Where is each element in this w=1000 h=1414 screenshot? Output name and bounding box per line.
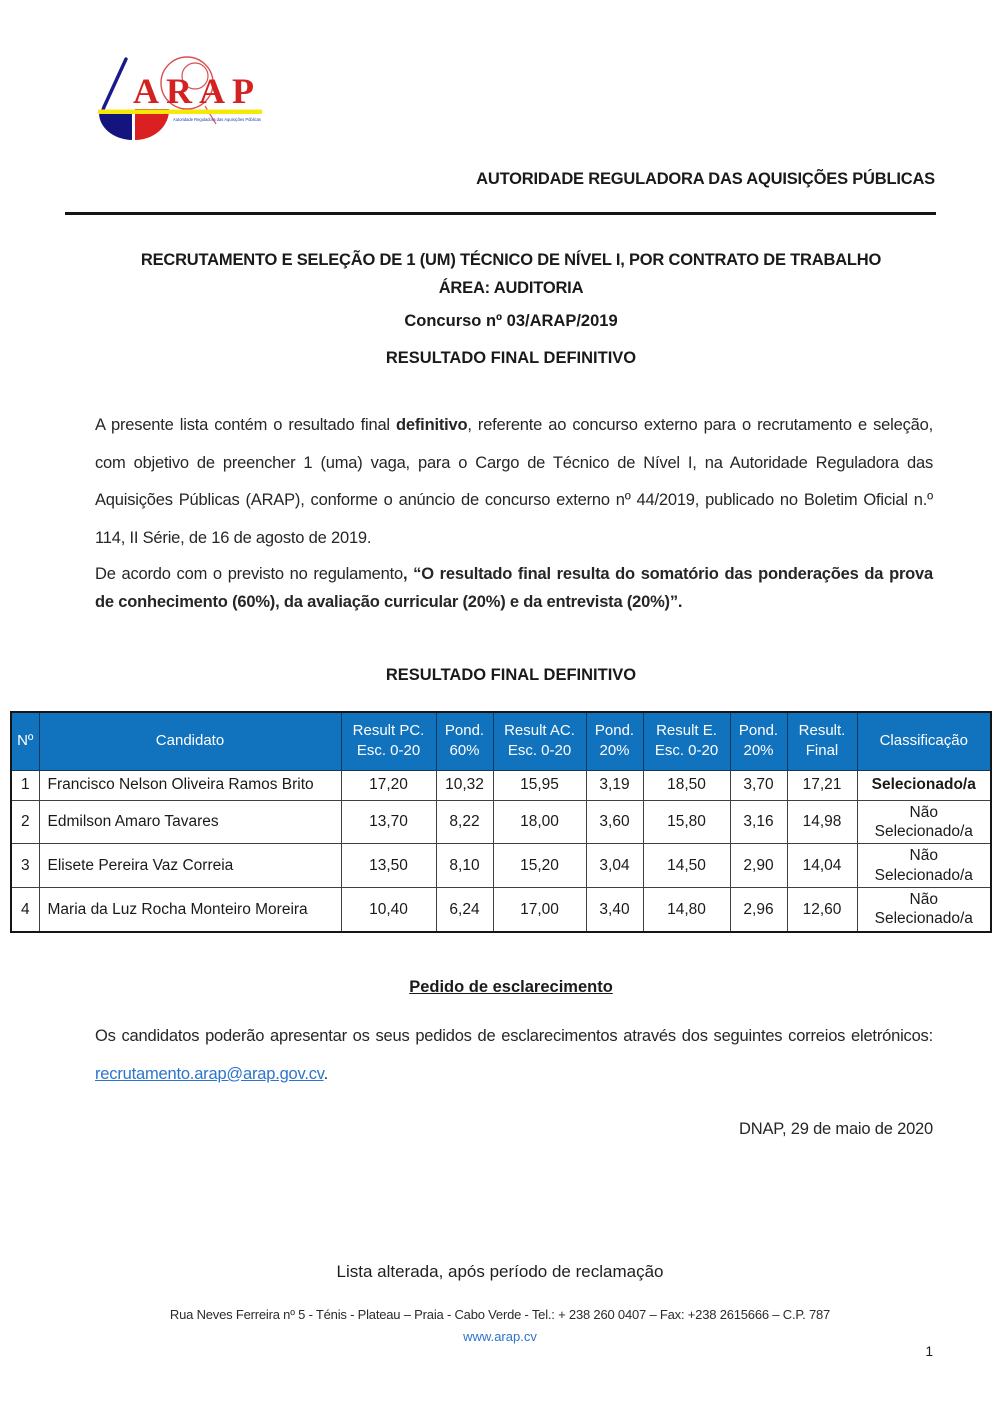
score-pond20a: 3,60 [586, 800, 643, 844]
score-pc: 13,50 [341, 844, 436, 888]
intro-text-bold: definitivo [396, 416, 468, 434]
doc-title-line1: RECRUTAMENTO E SELEÇÃO DE 1 (UM) TÉCNICO DE NÍVEL I, POR CONTRATO DE TRABALHO [140, 251, 882, 269]
candidate-name: Maria da Luz Rocha Monteiro Moreira [39, 888, 341, 932]
score-pc: 13,70 [341, 800, 436, 844]
score-e: 18,50 [643, 770, 730, 800]
score-pc: 10,40 [341, 888, 436, 932]
score-pond20a: 3,40 [586, 888, 643, 932]
status-cell: Selecionado/a [857, 770, 991, 800]
status-cell: Não Selecionado/a [857, 800, 991, 844]
score-pond60: 8,10 [436, 844, 493, 888]
col-header-pond20a: Pond. 20% [586, 712, 643, 770]
score-pc: 17,20 [341, 770, 436, 800]
doc-subtitle: RESULTADO FINAL DEFINITIVO [385, 349, 637, 367]
score-e: 14,80 [643, 888, 730, 932]
col-header-classification: Classificação [857, 712, 991, 770]
results-table-grid [10, 711, 992, 933]
score-pond20b: 2,90 [730, 844, 787, 888]
logo-tagline: Autoridade Reguladora das Aquisições Públicas [173, 117, 262, 122]
col-header-result-e: Result E. Esc. 0-20 [643, 712, 730, 770]
org-name: AUTORIDADE REGULADORA DAS AQUISIÇÕES PÚBLICAS [476, 170, 935, 188]
score-final: 14,98 [787, 800, 857, 844]
contest-number: Concurso nº 03/ARAP/2019 [404, 312, 618, 330]
regulation-bold: , “O resultado final resulta do somatório das ponderações da prova de conhecimento (60%), da avaliação curricular (20%) e da entrevista (20%)”. [95, 565, 933, 611]
col-header-result-pc: Result PC. Esc. 0-20 [341, 712, 436, 770]
results-heading: RESULTADO FINAL DEFINITIVO [385, 666, 637, 684]
email-link[interactable]: recrutamento.arap@arap.gov.cv [95, 1064, 324, 1083]
table-row [11, 844, 991, 888]
arap-logo [95, 54, 267, 144]
table-row [11, 770, 991, 800]
intro-paragraph [95, 407, 933, 557]
col-header-num: Nº [11, 712, 39, 770]
score-ac: 15,20 [493, 844, 586, 888]
col-header-result-ac: Result AC. Esc. 0-20 [493, 712, 586, 770]
score-ac: 17,00 [493, 888, 586, 932]
page-number: 1 [925, 1344, 933, 1359]
clarification-text-end: . [323, 1064, 329, 1083]
footer-address: Rua Neves Ferreira nº 5 - Ténis - Plateau – Praia - Cabo Verde - Tel.: + 238 260 0407 – Fax: +238 2615666 – C.P. 787 [169, 1307, 831, 1322]
candidate-name: Francisco Nelson Oliveira Ramos Brito [39, 770, 341, 800]
intro-text-after: , referente ao concurso externo para o recrutamento e seleção, com objetivo de preencher 1 (uma) vaga, para o Cargo de Técnico de Nível I, na Autoridade Reguladora das Aquisições Públicas (ARAP), conforme o anúncio de concurso externo nº 44/2019, publicado no Boletim Oficial n.º 114, II Série, de 16 de agosto de 2019. [95, 416, 933, 547]
row-num: 2 [11, 800, 39, 844]
col-header-pond60: Pond. 60% [436, 712, 493, 770]
score-pond20a: 3,04 [586, 844, 643, 888]
amendment-note: Lista alterada, após período de reclamação [336, 1262, 664, 1281]
regulation-note [95, 560, 933, 616]
score-pond60: 8,22 [436, 800, 493, 844]
table-row [11, 888, 991, 932]
score-ac: 18,00 [493, 800, 586, 844]
col-header-pond20b: Pond. 20% [730, 712, 787, 770]
score-pond60: 10,32 [436, 770, 493, 800]
candidate-name: Edmilson Amaro Tavares [39, 800, 341, 844]
doc-title [76, 246, 946, 302]
score-pond20b: 3,70 [730, 770, 787, 800]
col-header-result-final: Result. Final [787, 712, 857, 770]
score-pond20b: 2,96 [730, 888, 787, 932]
score-ac: 15,95 [493, 770, 586, 800]
score-e: 15,80 [643, 800, 730, 844]
clarification-text: Os candidatos poderão apresentar os seus pedidos de esclarecimentos através dos seguintes correios eletrónicos: [95, 1027, 933, 1045]
clarification-heading: Pedido de esclarecimento [409, 978, 613, 996]
results-table [10, 711, 990, 933]
logo-acronym: ARAP [133, 71, 261, 111]
clarification-paragraph [95, 1018, 933, 1093]
footer-website [0, 1329, 1000, 1344]
regulation-normal: De acordo com o previsto no regulamento [95, 565, 403, 583]
status-cell: Não Selecionado/a [857, 844, 991, 888]
header-rule [65, 212, 936, 215]
doc-title-line2: ÁREA: AUDITORIA [438, 279, 584, 297]
candidate-name: Elisete Pereira Vaz Correia [39, 844, 341, 888]
score-pond60: 6,24 [436, 888, 493, 932]
col-header-candidate: Candidato [39, 712, 341, 770]
score-pond20a: 3,19 [586, 770, 643, 800]
row-num: 3 [11, 844, 39, 888]
score-pond20b: 3,16 [730, 800, 787, 844]
signoff-date: DNAP, 29 de maio de 2020 [739, 1120, 933, 1138]
status-cell: Não Selecionado/a [857, 888, 991, 932]
table-row [11, 800, 991, 844]
score-final: 14,04 [787, 844, 857, 888]
table-header-row [11, 712, 991, 770]
intro-text-before: A presente lista contém o resultado final [95, 416, 397, 434]
score-final: 17,21 [787, 770, 857, 800]
website-link[interactable]: www.arap.cv [463, 1329, 537, 1344]
score-final: 12,60 [787, 888, 857, 932]
score-e: 14,50 [643, 844, 730, 888]
row-num: 4 [11, 888, 39, 932]
row-num: 1 [11, 770, 39, 800]
